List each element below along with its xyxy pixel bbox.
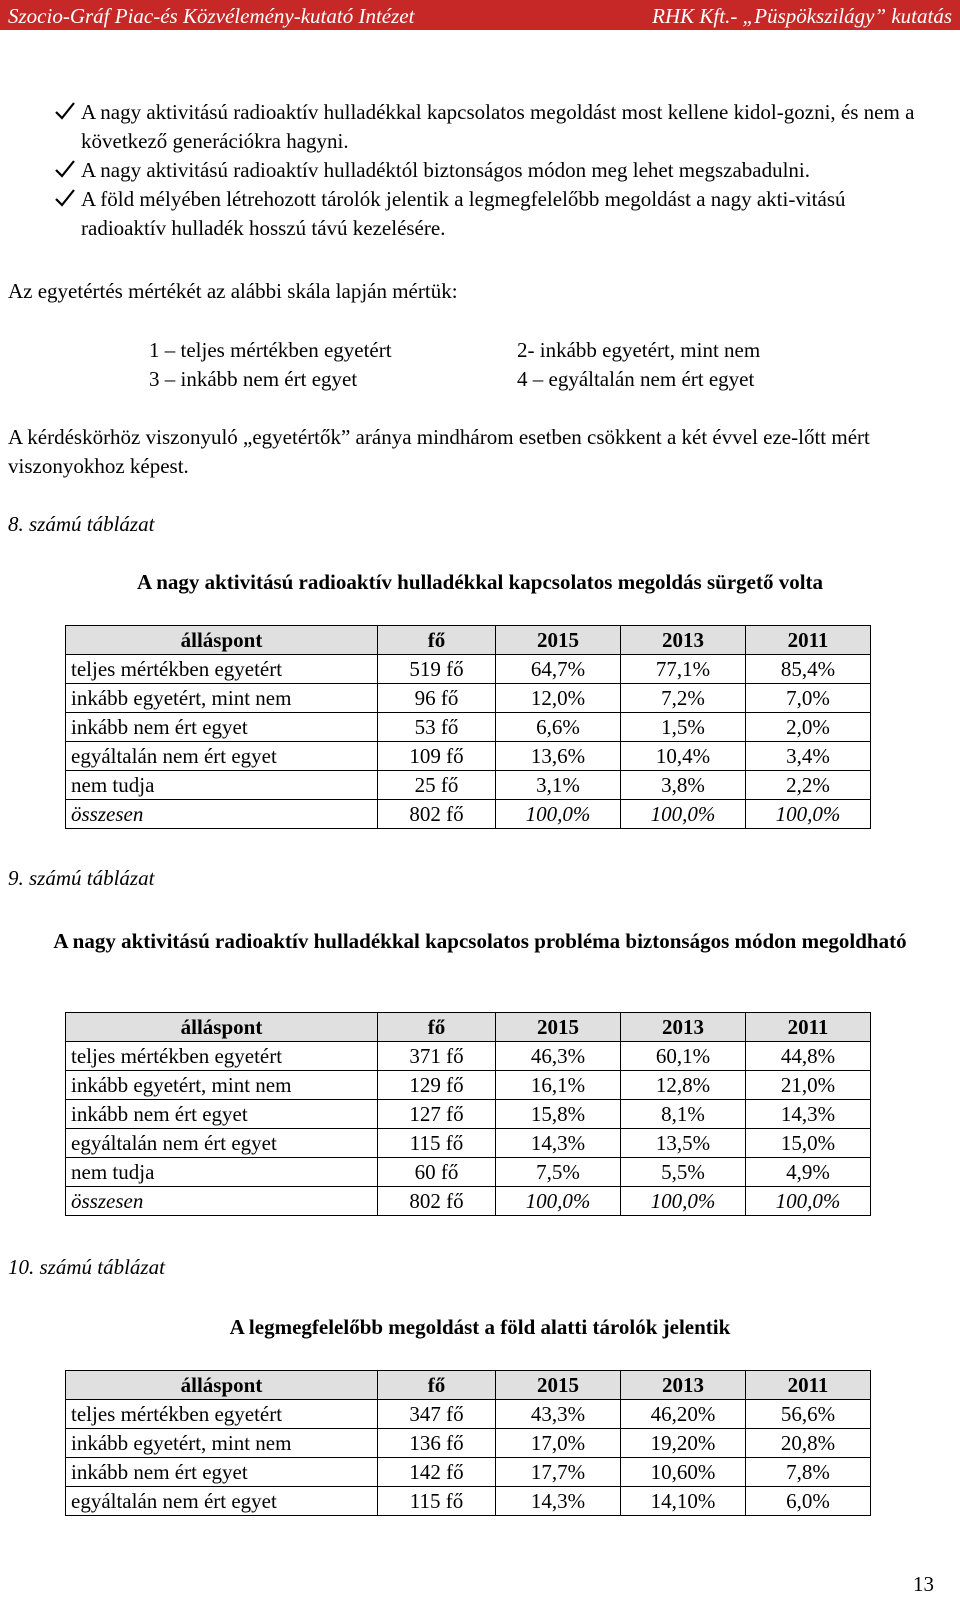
table-header-cell: 2015 [496,626,621,655]
table-cell: 347 fő [378,1400,496,1429]
table-row [66,1487,871,1516]
table-row [66,684,871,713]
table-cell: 19,20% [621,1429,746,1458]
table-header-cell: 2015 [496,1371,621,1400]
table-header-cell: 2013 [621,1371,746,1400]
table-cell: 100,0% [621,800,746,829]
table-row-label: inkább nem ért egyet [66,1100,378,1129]
bullet-text: A nagy aktivitású radioaktív hulladékkal kapcsolatos megoldást most kellene kidol-gozni, és nem a következő generációkra hagyni. [81,100,915,153]
table-header-cell: álláspont [66,1013,378,1042]
table-cell: 13,6% [496,742,621,771]
table-cell: 14,10% [621,1487,746,1516]
table-cell: 21,0% [746,1071,871,1100]
table-cell: 14,3% [746,1100,871,1129]
scale-4: 4 – egyáltalán nem ért egyet [517,367,755,391]
table-cell: 14,3% [496,1129,621,1158]
scale-1: 1 – teljes mértékben egyetért [149,338,392,362]
table-cell: 60 fő [378,1158,496,1187]
table-cell: 44,8% [746,1042,871,1071]
table-cell: 3,1% [496,771,621,800]
table-cell: 43,3% [496,1400,621,1429]
data-table [65,625,871,829]
bullet-list [10,98,925,243]
page-number: 13 [913,1572,934,1596]
table-cell: 7,2% [621,684,746,713]
table-row-label: összesen [66,800,378,829]
table-cell: 17,7% [496,1458,621,1487]
table-cell: 85,4% [746,655,871,684]
table-cell: 10,60% [621,1458,746,1487]
table-cell: 2,0% [746,713,871,742]
summary-paragraph: A kérdéskörhöz viszonyuló „egyetértők” aránya mindhárom esetben csökkent a két évvel eze-lőtt mért viszonyokhoz képest. [8,425,870,478]
scale-2: 2- inkább egyetért, mint nem [517,338,761,362]
table-header-row [66,1371,871,1400]
bullet-text: A nagy aktivitású radioaktív hulladéktól biztonságos módon meg lehet megszabadulni. [81,158,811,182]
table-header-cell: 2011 [746,1371,871,1400]
checkmark-icon [54,158,76,180]
checkmark-icon [54,187,76,209]
table-cell: 136 fő [378,1429,496,1458]
table-cell: 7,5% [496,1158,621,1187]
header-left: Szocio-Gráf Piac-és Közvélemény-kutató Intézet [8,3,415,28]
table-cell: 6,0% [746,1487,871,1516]
table-cell: 129 fő [378,1071,496,1100]
table-cell: 6,6% [496,713,621,742]
table-cell: 46,3% [496,1042,621,1071]
data-table [65,1012,871,1216]
table-cell: 4,9% [746,1158,871,1187]
scale-3: 3 – inkább nem ért egyet [149,367,358,391]
table-cell: 60,1% [621,1042,746,1071]
table-header-cell: fő [378,626,496,655]
table-row-label: összesen [66,1187,378,1216]
table-header-cell: 2011 [746,1013,871,1042]
table-row [66,1429,871,1458]
table-cell: 17,0% [496,1429,621,1458]
table-row-label: inkább nem ért egyet [66,713,378,742]
table-row [66,713,871,742]
table-cell: 100,0% [746,800,871,829]
table-header-cell: 2015 [496,1013,621,1042]
table-caption: 8. számú táblázat [8,512,155,536]
table-row-label: nem tudja [66,1158,378,1187]
table-cell: 5,5% [621,1158,746,1187]
table-cell: 142 fő [378,1458,496,1487]
table-cell: 64,7% [496,655,621,684]
checkmark-icon [54,100,76,122]
table-cell: 100,0% [496,1187,621,1216]
table-header-cell: álláspont [66,626,378,655]
table-cell: 15,8% [496,1100,621,1129]
table-cell: 12,8% [621,1071,746,1100]
table-title: A nagy aktivitású radioaktív hulladékkal kapcsolatos megoldás sürgető volta [136,570,824,594]
table-cell: 802 fő [378,800,496,829]
table-row [66,800,871,829]
table-row-label: egyáltalán nem ért egyet [66,742,378,771]
table-header-cell: 2013 [621,1013,746,1042]
table-row-label: nem tudja [66,771,378,800]
table-cell: 115 fő [378,1129,496,1158]
table-cell: 1,5% [621,713,746,742]
table-header-cell: 2013 [621,626,746,655]
table-cell: 15,0% [746,1129,871,1158]
table-row [66,742,871,771]
table-row [66,1071,871,1100]
page-header [0,0,960,30]
table-cell: 96 fő [378,684,496,713]
header-right: RHK Kft.- „Püspökszilágy” kutatás [652,3,952,28]
table-cell: 519 fő [378,655,496,684]
table-cell: 12,0% [496,684,621,713]
table-row [66,771,871,800]
table-caption: 9. számú táblázat [8,866,155,890]
table-row-label: inkább egyetért, mint nem [66,1429,378,1458]
scale-legend [149,336,849,394]
table-cell: 371 fő [378,1042,496,1071]
table-cell: 100,0% [496,800,621,829]
table-cell: 109 fő [378,742,496,771]
table-header-row [66,1013,871,1042]
table-row [66,1042,871,1071]
bullet-text: A föld mélyében létrehozott tárolók jelentik a legmegfelelőbb megoldást a nagy akti-vitású radioaktív hulladék hosszú távú kezelésére. [81,187,846,240]
table-row [66,1129,871,1158]
table-header-cell: 2011 [746,626,871,655]
table-row-label: teljes mértékben egyetért [66,1400,378,1429]
table-cell: 2,2% [746,771,871,800]
table-row [66,1158,871,1187]
table-cell: 7,0% [746,684,871,713]
table-row [66,1187,871,1216]
table-row [66,655,871,684]
table-header-cell: álláspont [66,1371,378,1400]
table-cell: 46,20% [621,1400,746,1429]
table-cell: 20,8% [746,1429,871,1458]
table-cell: 3,8% [621,771,746,800]
table-cell: 13,5% [621,1129,746,1158]
table-cell: 25 fő [378,771,496,800]
table-caption: 10. számú táblázat [8,1255,165,1279]
table-cell: 77,1% [621,655,746,684]
table-row [66,1400,871,1429]
bullet-item [10,185,925,243]
table-cell: 16,1% [496,1071,621,1100]
table-cell: 100,0% [746,1187,871,1216]
table-row-label: egyáltalán nem ért egyet [66,1129,378,1158]
table-cell: 10,4% [621,742,746,771]
table-cell: 100,0% [621,1187,746,1216]
table-cell: 802 fő [378,1187,496,1216]
table-row [66,1100,871,1129]
table-cell: 7,8% [746,1458,871,1487]
table-header-cell: fő [378,1013,496,1042]
table-row-label: inkább nem ért egyet [66,1458,378,1487]
bullet-item [10,156,925,185]
table-row-label: egyáltalán nem ért egyet [66,1487,378,1516]
table-title: A nagy aktivitású radioaktív hulladékkal kapcsolatos probléma biztonságos módon megoldható [53,929,907,953]
table-row-label: inkább egyetért, mint nem [66,684,378,713]
data-table [65,1370,871,1516]
intro-paragraph: Az egyetértés mértékét az alábbi skála lapján mértük: [8,279,458,303]
table-cell: 3,4% [746,742,871,771]
table-row [66,1458,871,1487]
table-header-cell: fő [378,1371,496,1400]
table-cell: 53 fő [378,713,496,742]
bullet-item [10,98,925,156]
table-cell: 115 fő [378,1487,496,1516]
table-cell: 14,3% [496,1487,621,1516]
table-cell: 56,6% [746,1400,871,1429]
table-row-label: teljes mértékben egyetért [66,655,378,684]
table-row-label: inkább egyetért, mint nem [66,1071,378,1100]
table-header-row [66,626,871,655]
table-cell: 127 fő [378,1100,496,1129]
table-title: A legmegfelelőbb megoldást a föld alatti tárolók jelentik [229,1315,731,1339]
table-row-label: teljes mértékben egyetért [66,1042,378,1071]
table-cell: 8,1% [621,1100,746,1129]
